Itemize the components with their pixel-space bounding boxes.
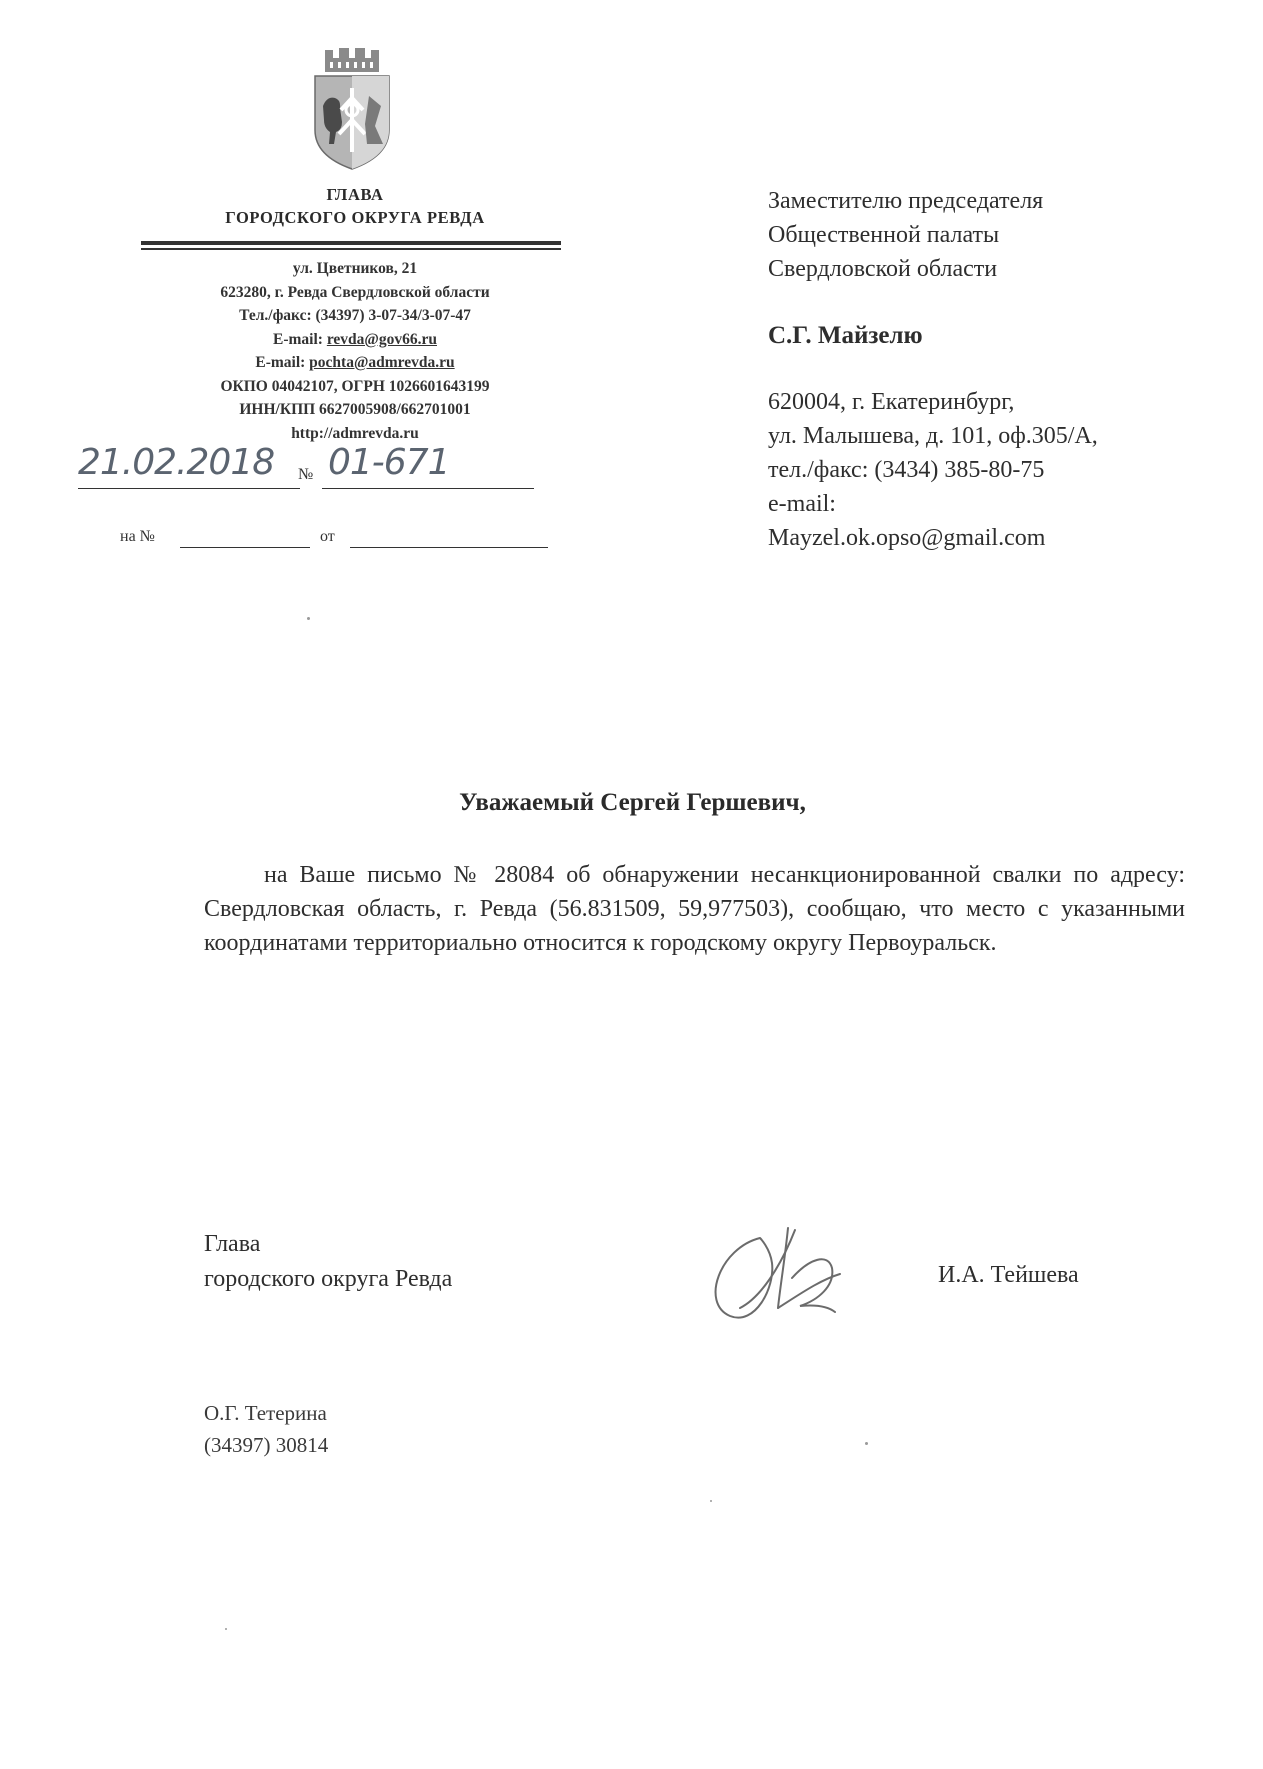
signatory-position	[204, 1227, 452, 1297]
signer-name: И.А. Тейшева	[938, 1262, 1079, 1288]
letterhead-website[interactable]: http://admrevda.ru	[291, 424, 419, 442]
salutation: Уважаемый Сергей Гершевич,	[459, 789, 806, 816]
ref-date-line	[350, 547, 548, 548]
addressee-address: ул. Малышева, д. 101, оф.305/А,	[768, 423, 1098, 449]
email-label: E-mail:	[273, 330, 327, 348]
ref-date-label: от	[320, 528, 335, 545]
letterhead-email1-row	[145, 328, 565, 352]
addressee-email-label: e-mail:	[768, 491, 836, 517]
number-label: №	[298, 466, 314, 483]
position-line: Глава	[204, 1231, 261, 1257]
letterhead-divider-thin	[141, 248, 561, 250]
letterhead-phone: Тел./факс: (34397) 3-07-34/3-07-47	[239, 307, 471, 324]
letterhead-street: ул. Цветников, 21	[292, 260, 418, 277]
scan-speck	[307, 617, 310, 620]
position-line: городского округа Ревда	[204, 1266, 453, 1292]
date-underline	[78, 488, 300, 489]
number-underline	[322, 488, 534, 489]
letterhead-city: 623280, г. Ревда Свердловской области	[220, 283, 490, 301]
executor-name: О.Г. Тетерина	[204, 1401, 327, 1425]
addressee-address: 620004, г. Екатеринбург,	[768, 389, 1015, 415]
executor-phone: (34397) 30814	[204, 1433, 329, 1457]
addressee-line: Заместителю председателя	[768, 188, 1044, 214]
email-label: E-mail:	[255, 354, 310, 371]
executor-info	[204, 1397, 328, 1461]
handwritten-date: 21.02.2018	[78, 442, 275, 483]
reference-row	[120, 528, 550, 554]
addressee-position	[768, 184, 1043, 286]
addressee-line: Общественной палаты	[768, 222, 1000, 248]
letterhead-inn: ИНН/КПП 6627005908/662701001	[239, 401, 471, 418]
letterhead-okpo: ОКПО 04042107, ОГРН 1026601643199	[220, 377, 490, 395]
handwritten-signature-icon	[700, 1208, 850, 1328]
scan-speck	[710, 1500, 712, 1502]
outgoing-date-number-row	[78, 436, 538, 496]
letter-body	[204, 858, 1185, 960]
letterhead-subtitle: ГОРОДСКОГО ОКРУГА РЕВДА	[225, 208, 485, 227]
letterhead-email2-row	[145, 351, 565, 375]
addressee-phone: тел./факс: (3434) 385-80-75	[768, 457, 1045, 483]
ref-number-line	[180, 547, 310, 548]
body-paragraph: на Ваше письмо № 28084 об обнаружении несанкционированной свалки по адресу: Свердловская область, г. Ревда (56.831509, 59,977503), сообщаю, что место с указанными координатами территориально относится к городскому округу Первоуральск.	[204, 862, 1185, 956]
ref-number-label: на №	[120, 528, 155, 545]
addressee-contacts	[768, 385, 1098, 555]
scan-speck	[225, 1628, 227, 1630]
letterhead-title: ГЛАВА	[326, 185, 384, 204]
letterhead-details	[145, 257, 565, 445]
handwritten-number: 01-671	[328, 442, 450, 483]
scan-speck	[865, 1442, 868, 1445]
email1-link[interactable]: revda@gov66.ru	[326, 330, 437, 348]
email2-link[interactable]: pochta@admrevda.ru	[309, 354, 455, 371]
letterhead-divider	[141, 241, 561, 245]
addressee-name: С.Г. Майзелю	[768, 322, 923, 349]
addressee-email[interactable]: Mayzel.ok.opso@gmail.com	[768, 525, 1046, 551]
coat-of-arms-icon	[311, 48, 393, 170]
addressee-line: Свердловской области	[768, 256, 998, 282]
